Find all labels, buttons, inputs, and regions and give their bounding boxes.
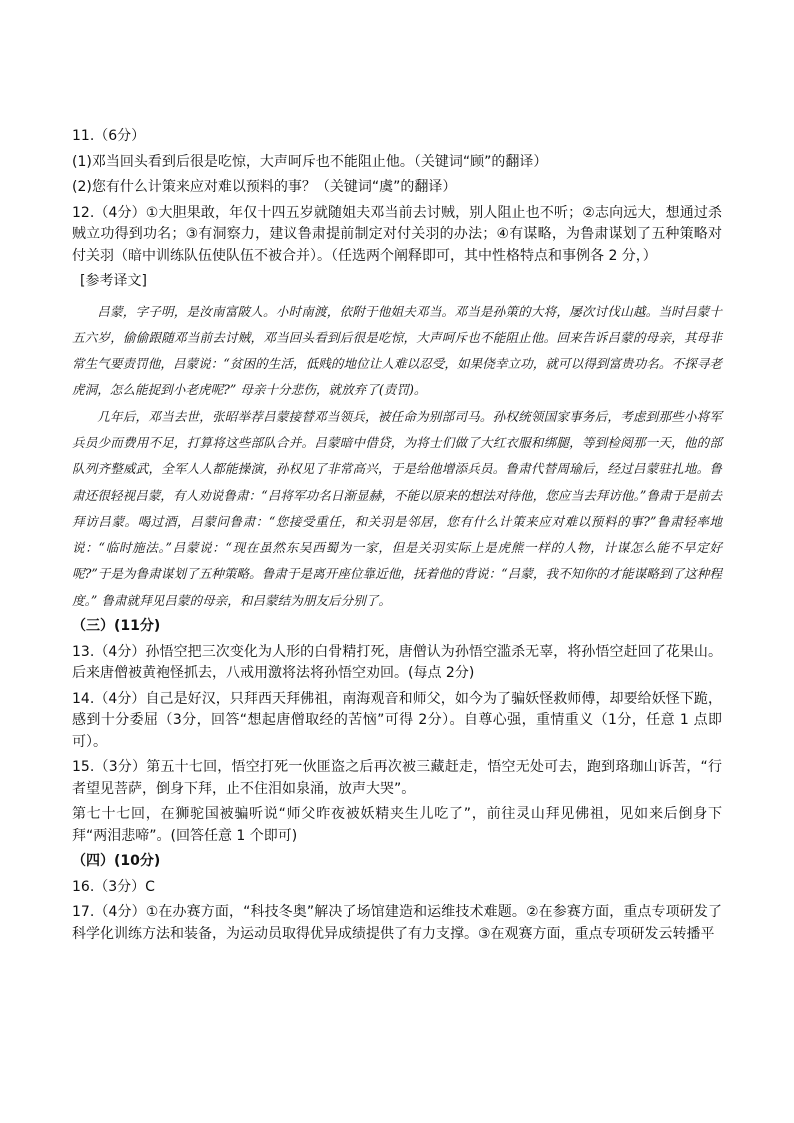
section-3-heading: （三）(11分): [72, 618, 161, 635]
q15-answer-1: 15.（3分）第五十七回，悟空打死一伙匪盗之后再次被三藏赶走，悟空无处可去，跑到珞珈山诉苦，“行者望见菩萨，倒身下拜，止不住泪如泉涌，放声大哭”。: [72, 759, 722, 797]
q13-answer: 13.（4分）孙悟空把三次变化为人形的白骨精打死，唐僧认为孙悟空滥杀无辜，将孙悟空赶回了花果山。后来唐僧被黄袍怪抓去，八戒用激将法将孙悟空劝回。(每点 2分): [72, 643, 722, 682]
q11-heading: 11.（6分）: [72, 128, 146, 144]
q12-answer: 12.（4分）①大胆果敢，年仅十四五岁就随姐夫邓当前去讨贼，别人阻止也不听；②志向远大，想通过杀贼立功得到功名；③有洞察力，建议鲁肃提前制定对付关羽的办法；④有谋略，为鲁肃谋划了五种策略对付关羽（暗中训练队伍使队伍不被合并）。（任选两个阐释即可，其中性格特点和事例各 2 分，）: [72, 204, 722, 264]
q15-answer-2: 第七十七回，在狮驼国被骗听说“师父昨夜被妖精夹生儿吃了”，前往灵山拜见佛祖，见如来后倒身下拜“两泪悲啼”。(回答任意 1 个即可): [72, 806, 722, 844]
q11-answer-2: (2)您有什么计策来应对难以预料的事？（关键词“虞”的翻译）: [72, 179, 457, 195]
reference-translation-para-2: 几年后，邓当去世，张昭举荐吕蒙接替邓当领兵，被任命为别部司马。孙权统领国家事务后，考虑到那些小将军兵员少而费用不足，打算将这些部队合并。吕蒙暗中借贷，为将士们做了大红衣服和绑腿，等到检阅那一天，他的部队列齐整威武，全军人人都能操演，孙权见了非常高兴，于是给他增添兵员。鲁肃代替周瑜后，经过吕蒙驻扎地。鲁肃还很轻视吕蒙，有人劝说鲁肃：“吕将军功名日渐显赫，不能以原来的想法对待他，您应当去拜访他。”鲁肃于是前去拜访吕蒙。喝过酒，吕蒙问鲁肃：“您接受重任，和关羽是邻居，您有什么计策来应对难以预料的事?”鲁肃轻率地 说：“临时施法。”吕蒙说：“现在虽然东吴西蜀为一家，但是关羽实际上是虎熊一样的人物，计谋怎么能不早定好呢?”于是为鲁肃谋划了五种策略。鲁肃于是离开座位靠近他，抚着他的背说：“吕蒙，我不知你的才能谋略到了这种程度。” 鲁肃就拜见吕蒙的母亲，和吕蒙结为朋友后分别了。: [72, 408, 735, 608]
reference-translation-para-1: 吕蒙，字子明，是汝南富陂人。小时南渡，依附于他姐夫邓当。邓当是孙策的大将，屡次讨伐山越。当时吕蒙十五六岁，偷偷跟随邓当前去讨贼，邓当回头看到后很是吃惊，大声呵斥也不能阻止他。回来告诉吕蒙的母亲，其母非常生气要责罚他，吕蒙说：“贫困的生活，低贱的地位让人难以忍受，如果侥幸立功，就可以得到富贵功名。不探寻老虎洞，怎么能捉到小老虎呢?” 母亲十分悲伤，就放弃了(责罚)。: [72, 303, 722, 398]
answer-page: [72, 126, 735, 945]
q17-answer: 17.（4分）①在办赛方面，“科技冬奥”解决了场馆建造和运维技术难题。②在参赛方面，重点专项研发了科学化训练方法和装备，为运动员取得优异成绩提供了有力支撑。③在观赛方面，重点专项研发云转播平: [72, 904, 722, 942]
q14-answer: 14.（4分）自己是好汉，只拜西天拜佛祖，南海观音和师父，如今为了骗妖怪救师傅，却要给妖怪下跪，感到十分委屈（3分，回答“想起唐僧取经的苦恼”可得 2分）。自尊心强，重情重义（1分，任意 1 点即可）。: [72, 690, 722, 750]
section-4-heading: （四）(10分): [72, 853, 161, 870]
q16-answer: 16.（3分）C: [72, 878, 155, 895]
q11-answer-1: (1)邓当回头看到后很是吃惊，大声呵斥也不能阻止他。（关键词“顾”的翻译）: [72, 153, 548, 170]
reference-translation-heading: [参考译文]: [80, 273, 147, 289]
